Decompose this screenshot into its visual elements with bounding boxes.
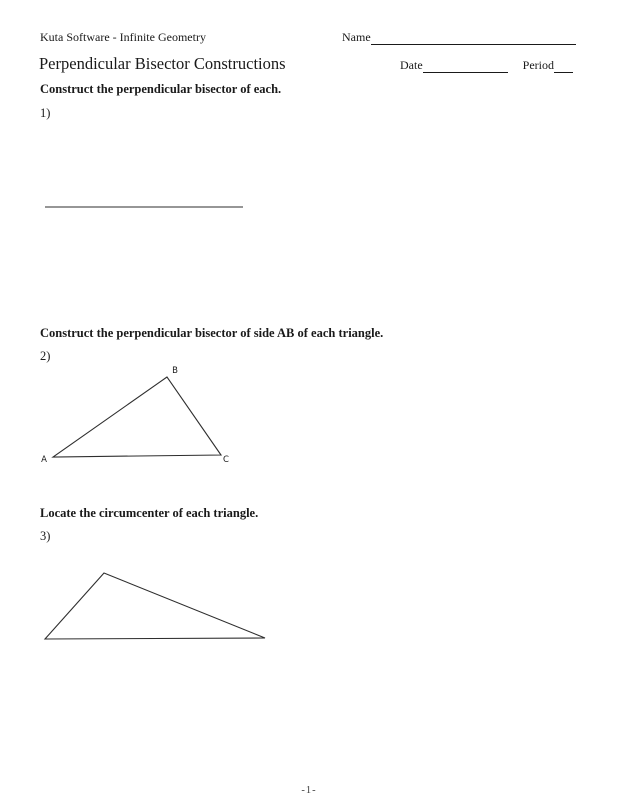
instruction-2: Construct the perpendicular bisector of side AB of each triangle. <box>40 326 384 340</box>
instruction-1: Construct the perpendicular bisector of each. <box>40 82 282 96</box>
name-label: Name <box>342 30 371 44</box>
date-label: Date <box>400 58 423 72</box>
vertex-label-c: C <box>223 455 229 465</box>
name-field <box>342 30 576 45</box>
question-3-number: 3) <box>40 529 51 543</box>
question-1-number: 1) <box>40 106 51 120</box>
period-blank-line <box>554 59 573 73</box>
brand-text: Kuta Software - Infinite Geometry <box>40 30 206 44</box>
vertex-label-b: B <box>172 366 178 376</box>
vertex-label-a: A <box>41 455 47 465</box>
name-blank-line <box>371 31 576 45</box>
date-period-fields <box>400 58 573 73</box>
date-blank-line <box>423 59 508 73</box>
question-2-number: 2) <box>40 349 51 363</box>
triangle-plain-figure <box>45 573 265 639</box>
instruction-3: Locate the circumcenter of each triangle. <box>40 506 259 520</box>
worksheet-title: Perpendicular Bisector Constructions <box>39 54 286 73</box>
page-number: -1- <box>301 785 317 796</box>
period-label: Period <box>522 58 554 72</box>
triangle-abc-figure <box>53 377 221 457</box>
